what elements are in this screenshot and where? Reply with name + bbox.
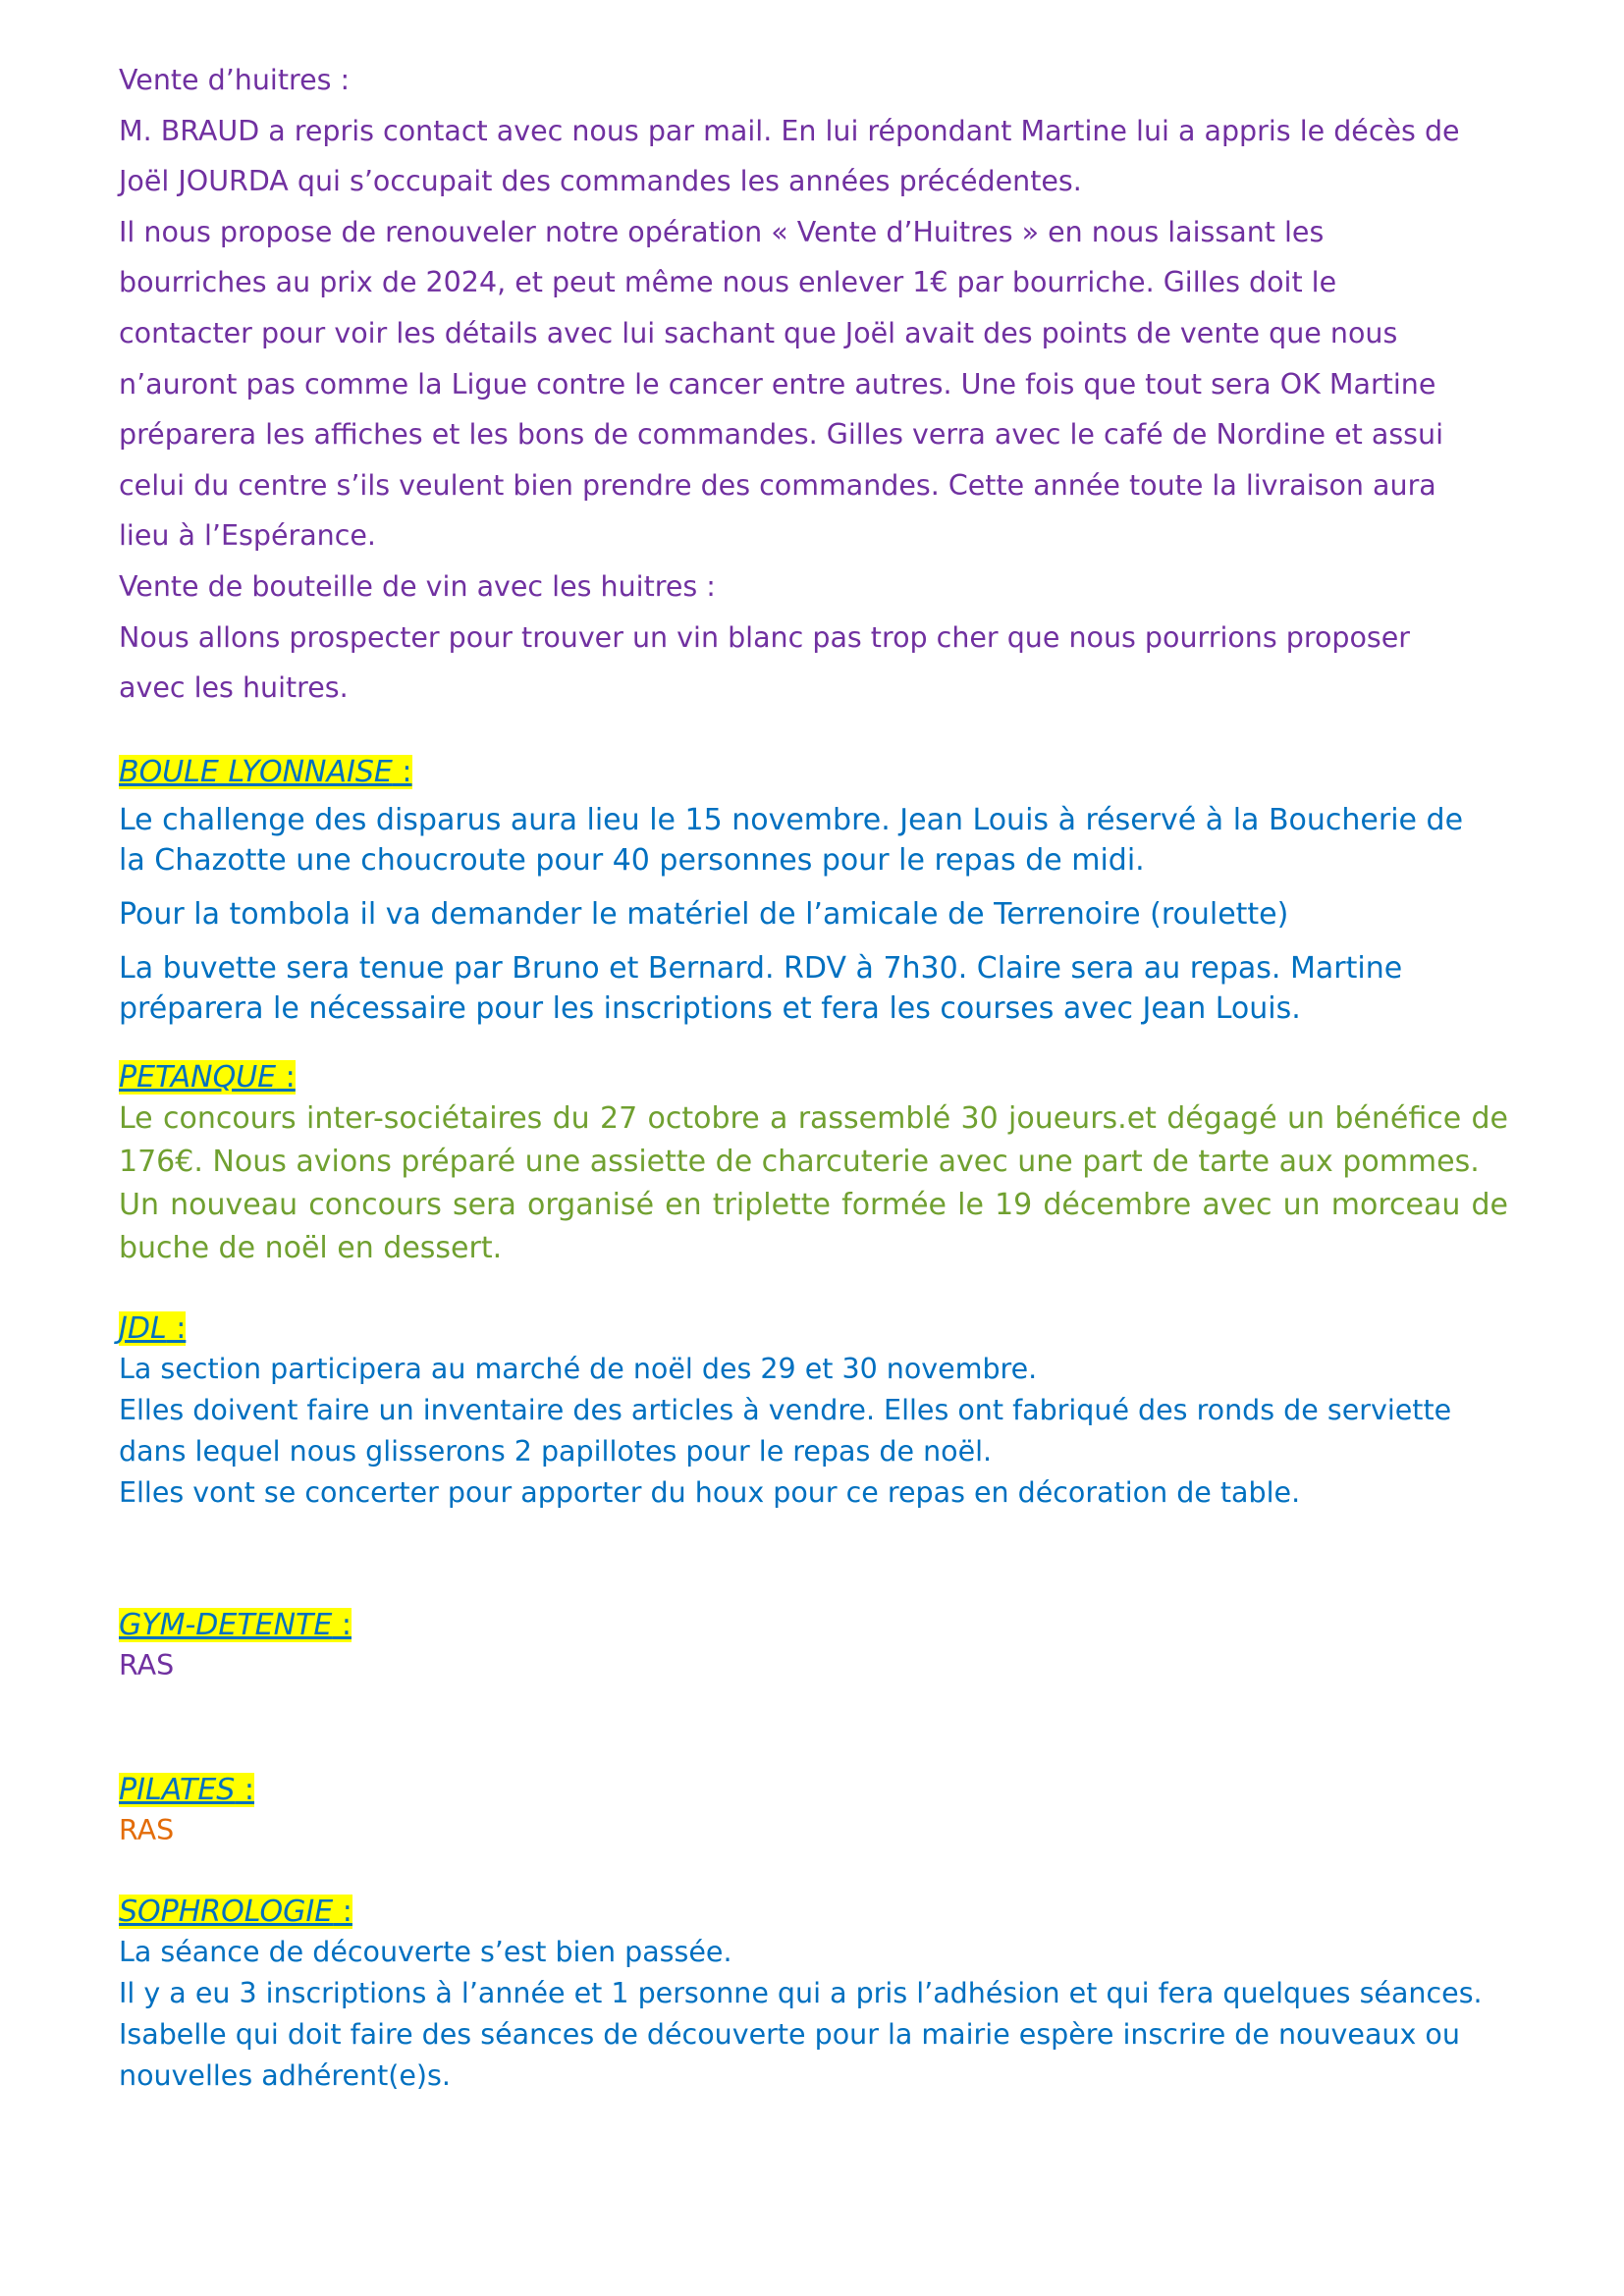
jdl-title: JDL :	[119, 1310, 187, 1346]
jdl-section	[119, 1309, 1508, 1514]
wine-title: Vente de bouteille de vin avec les huitres :	[119, 569, 716, 603]
boule-line: préparera le nécessaire pour les inscriptions et fera les courses avec Jean Louis.	[119, 990, 1301, 1026]
sophro-heading	[119, 1893, 1508, 1932]
sophro-line: nouvelles adhérent(e)s.	[119, 2058, 451, 2092]
boule-section	[119, 753, 1508, 1029]
boule-line: La buvette sera tenue par Bruno et Bernard. RDV à 7h30. Claire sera au repas. Martine	[119, 950, 1403, 986]
jdl-line: Elles vont se concerter pour apporter du houx pour ce repas en décoration de table.	[119, 1475, 1301, 1509]
petanque-paragraph: Le concours inter-sociétaires du 27 octobre a rassemblé 30 joueurs.et dégagé un bénéfice de 176€. Nous avions préparé une assiette de charcuterie avec une part de tarte aux pommes.	[119, 1100, 1508, 1179]
sophro-line: Il y a eu 3 inscriptions à l’année et 1 personne qui a pris l’adhésion et qui fera quelques séances.	[119, 1976, 1483, 2009]
oysters-line: M. BRAUD a repris contact avec nous par mail. En lui répondant Martine lui a appris le décès de	[119, 114, 1460, 147]
oysters-section	[119, 55, 1508, 714]
petanque-heading	[119, 1058, 1508, 1097]
oysters-line: celui du centre s’ils veulent bien prendre des commandes. Cette année toute la livraison aura	[119, 468, 1436, 502]
jdl-heading	[119, 1309, 1508, 1349]
boule-title: BOULE LYONNAISE :	[119, 754, 412, 789]
jdl-line: Elles doivent faire un inventaire des articles à vendre. Elles ont fabriqué des ronds de serviette	[119, 1393, 1452, 1426]
sophro-line: Isabelle qui doit faire des séances de découverte pour la mairie espère inscrire de nouveaux ou	[119, 2017, 1460, 2051]
oysters-line: n’auront pas comme la Ligue contre le cancer entre autres. Une fois que tout sera OK Martine	[119, 367, 1436, 400]
document-page	[119, 55, 1508, 2097]
gym-title: GYM-DETENTE :	[119, 1607, 352, 1642]
sophro-section	[119, 1893, 1508, 2097]
boule-heading	[119, 753, 1508, 792]
oysters-line: préparera les affiches et les bons de commandes. Gilles verra avec le café de Nordine et assui	[119, 418, 1443, 452]
oysters-line: Il nous propose de renouveler notre opération « Vente d’Huitres » en nous laissant les	[119, 215, 1325, 248]
pilates-text: RAS	[119, 1813, 175, 1846]
gym-section	[119, 1606, 1508, 1686]
gym-text: RAS	[119, 1648, 175, 1682]
oysters-title: Vente d’huitres :	[119, 64, 351, 96]
boule-line: Le challenge des disparus aura lieu le 15 novembre. Jean Louis à réservé à la Boucherie de	[119, 802, 1464, 837]
jdl-line: La section participera au marché de noël des 29 et 30 novembre.	[119, 1352, 1038, 1385]
boule-line: la Chazotte une choucroute pour 40 personnes pour le repas de midi.	[119, 842, 1145, 878]
jdl-line: dans lequel nous glisserons 2 papillotes pour le repas de noël.	[119, 1434, 993, 1468]
wine-line: avec les huitres.	[119, 671, 349, 705]
wine-line: Nous allons prospecter pour trouver un vin blanc pas trop cher que nous pourrions proposer	[119, 620, 1411, 654]
pilates-heading	[119, 1771, 1508, 1810]
oysters-line: lieu à l’Espérance.	[119, 519, 376, 553]
oysters-line: Joël JOURDA qui s’occupait des commandes les années précédentes.	[119, 165, 1082, 198]
pilates-title: PILATES :	[119, 1772, 254, 1807]
gym-heading	[119, 1606, 1508, 1645]
oysters-line: bourriches au prix de 2024, et peut même nous enlever 1€ par bourriche. Gilles doit le	[119, 266, 1337, 299]
boule-line: Pour la tombola il va demander le matériel de l’amicale de Terrenoire (roulette)	[119, 896, 1289, 932]
petanque-section	[119, 1058, 1508, 1270]
sophro-line: La séance de découverte s’est bien passée.	[119, 1935, 732, 1968]
sophro-title: SOPHROLOGIE :	[119, 1894, 352, 1929]
petanque-title: PETANQUE :	[119, 1059, 296, 1095]
oysters-line: contacter pour voir les détails avec lui sachant que Joël avait des points de vente que nous	[119, 316, 1398, 349]
pilates-section	[119, 1771, 1508, 1851]
petanque-paragraph: Un nouveau concours sera organisé en triplette formée le 19 décembre avec un morceau de buche de noël en dessert.	[119, 1187, 1508, 1265]
